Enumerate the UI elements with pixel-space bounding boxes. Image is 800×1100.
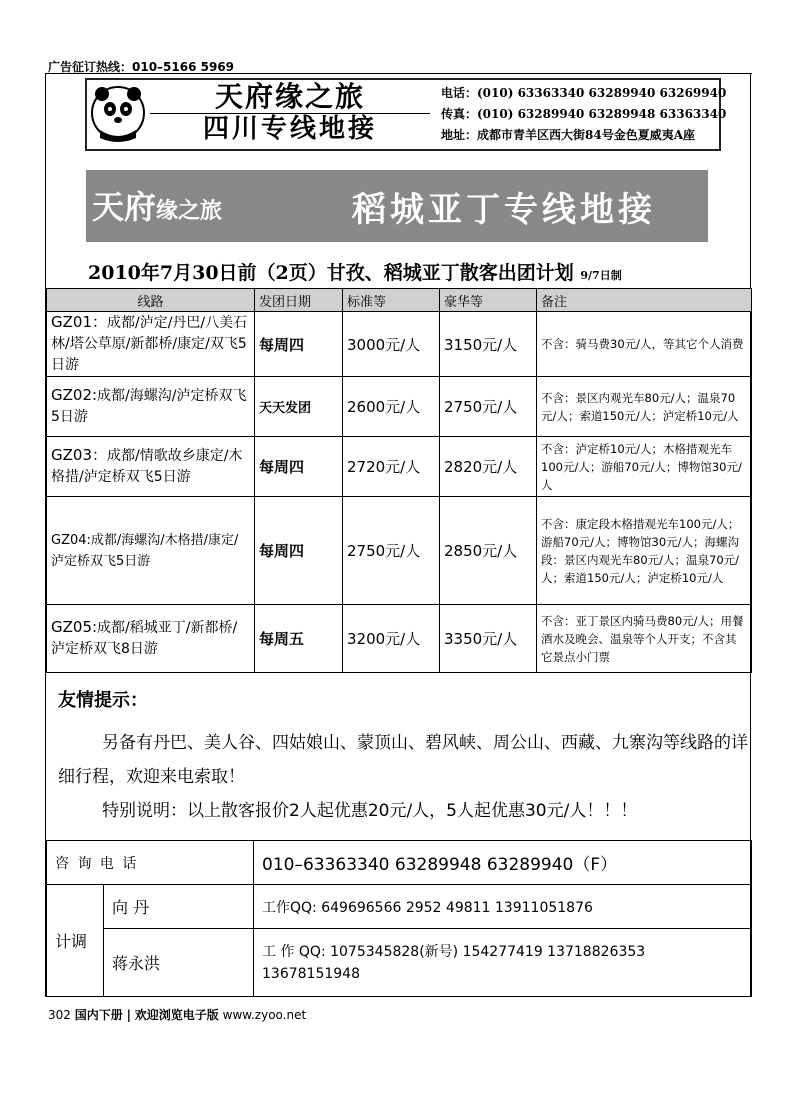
standard-price: 2750元/人 bbox=[343, 497, 440, 605]
consult-label: 咨 询 电 话 bbox=[47, 841, 254, 885]
footer-section: 国内下册 bbox=[74, 1008, 123, 1022]
note-cell: 不含：景区内观光车80元/人；温泉70元/人；索道150元/人；泸定桥10元/人 bbox=[537, 377, 752, 437]
note-cell: 不含：泸定桥10元/人；木格措观光车100元/人；游船70元/人；博物馆30元/人 bbox=[537, 437, 752, 497]
banner-brand-big: 天府 bbox=[92, 188, 157, 226]
route-text: 成都/稻城亚丁/新都桥/泸定桥双飞8日游 bbox=[51, 620, 238, 657]
route-code: GZ05: bbox=[51, 618, 98, 636]
standard-price: 2600元/人 bbox=[343, 377, 440, 437]
subtitle-main: 2010年7月30日前（2页）甘孜、稻城亚丁散客出团计划 bbox=[88, 262, 574, 284]
note-cell: 不含：康定段木格措观光车100元/人；游船70元/人；博物馆30元/人；海螺沟段：景区内观光车80元/人；温泉70元/人；索道150元/人；泸定桥10元/人 bbox=[537, 497, 752, 605]
staff-name: 蒋永洪 bbox=[104, 929, 254, 997]
route-text: 成都/海螺沟/泸定桥双飞5日游 bbox=[51, 388, 247, 425]
header-standard: 标准等 bbox=[343, 289, 440, 312]
route-cell bbox=[47, 312, 255, 377]
table-row bbox=[47, 312, 752, 377]
route-code: GZ01： bbox=[51, 313, 107, 331]
tour-table bbox=[46, 288, 752, 673]
standard-price: 3200元/人 bbox=[343, 605, 440, 673]
staff-info: 工作QQ: 649696566 2952 49811 13911051876 bbox=[254, 885, 752, 929]
banner-brand bbox=[92, 182, 222, 228]
table-row bbox=[47, 497, 752, 605]
contact-table bbox=[46, 840, 752, 997]
schedule-cell: 每周五 bbox=[255, 605, 343, 673]
table-row bbox=[47, 437, 752, 497]
luxury-price: 3350元/人 bbox=[440, 605, 537, 673]
luxury-price: 3150元/人 bbox=[440, 312, 537, 377]
brand-tagline: 四川专线地接 bbox=[150, 113, 430, 144]
route-code: GZ02: bbox=[51, 386, 98, 404]
header-route: 线路 bbox=[47, 289, 255, 312]
staff-row bbox=[47, 929, 752, 997]
route-text: 成都/海螺沟/木格措/康定/泸定桥双飞5日游 bbox=[51, 532, 239, 569]
luxury-price: 2850元/人 bbox=[440, 497, 537, 605]
tips-title: 友情提示： bbox=[58, 690, 148, 711]
route-code: GZ03： bbox=[51, 446, 107, 464]
schedule-cell: 每周四 bbox=[255, 437, 343, 497]
header-schedule: 发团日期 bbox=[255, 289, 343, 312]
staff-info: 工 作 QQ: 1075345828(新号) 154277419 13718826353 13678151948 bbox=[254, 929, 752, 997]
note-cell: 不含：骑马费30元/人，等其它个人消费 bbox=[537, 312, 752, 377]
schedule-cell: 天天发团 bbox=[255, 377, 343, 437]
header-note: 备注 bbox=[537, 289, 752, 312]
page-footer: 302 国内下册 | 欢迎浏览电子版 www.zyoo.net bbox=[48, 1008, 307, 1022]
tips-line-2: 特别说明：以上散客报价2人起优惠20元/人，5人起优惠30元/人！！！ bbox=[102, 801, 638, 821]
banner-headline: 稻城亚丁专线地接 bbox=[352, 190, 656, 230]
consult-row bbox=[47, 841, 752, 885]
table-header-row bbox=[47, 289, 752, 312]
standard-price: 3000元/人 bbox=[343, 312, 440, 377]
route-cell bbox=[47, 377, 255, 437]
page-number: 302 bbox=[48, 1008, 71, 1022]
route-text: 成都/泸定/丹巴/八美石林/塔公草原/新都桥/康定/双飞5日游 bbox=[51, 315, 248, 373]
contact-address: 地址：成都市青羊区西大街84号金色夏威夷A座 bbox=[441, 128, 696, 142]
tips-body bbox=[58, 726, 748, 828]
dispatch-label: 计调 bbox=[47, 885, 104, 997]
luxury-price: 2750元/人 bbox=[440, 377, 537, 437]
route-cell bbox=[47, 605, 255, 673]
schedule-cell: 每周四 bbox=[255, 497, 343, 605]
standard-price: 2720元/人 bbox=[343, 437, 440, 497]
route-cell bbox=[47, 497, 255, 605]
schedule-subtitle bbox=[88, 258, 622, 285]
route-code: GZ04: bbox=[51, 532, 91, 548]
subtitle-date: 9/7日制 bbox=[580, 269, 622, 282]
schedule-cell: 每周四 bbox=[255, 312, 343, 377]
contact-phone: 电话：(010) 63363340 63289940 63269940 bbox=[441, 86, 727, 100]
panda-icon bbox=[90, 82, 146, 144]
consult-phones: 010–63363340 63289948 63289940（F） bbox=[254, 841, 752, 885]
staff-name: 向 丹 bbox=[104, 885, 254, 929]
note-cell: 不含：亚丁景区内骑马费80元/人；用餐酒水及晚会、温泉等个人开支；不含其它景点小门票 bbox=[537, 605, 752, 673]
contact-fax: 传真：(010) 63289940 63289948 63363340 bbox=[441, 107, 727, 121]
tips-line-1: 另备有丹巴、美人谷、四姑娘山、蒙顶山、碧风峡、周公山、西藏、九寨沟等线路的详细行程，欢迎来电索取！ bbox=[58, 733, 748, 787]
table-row bbox=[47, 377, 752, 437]
footer-url[interactable]: www.zyoo.net bbox=[222, 1008, 307, 1022]
table-row bbox=[47, 605, 752, 673]
brand-name: 天府缘之旅 bbox=[214, 80, 365, 113]
footer-welcome: 欢迎浏览电子版 bbox=[134, 1008, 219, 1022]
luxury-price: 2820元/人 bbox=[440, 437, 537, 497]
route-text: 成都/情歌故乡康定/木格措/泸定桥双飞5日游 bbox=[51, 448, 243, 485]
ad-hotline: 广告征订热线：010–5166 5969 bbox=[48, 60, 235, 74]
route-cell bbox=[47, 437, 255, 497]
staff-row bbox=[47, 885, 752, 929]
banner-brand-small: 缘之旅 bbox=[156, 198, 223, 224]
header-luxury: 豪华等 bbox=[440, 289, 537, 312]
